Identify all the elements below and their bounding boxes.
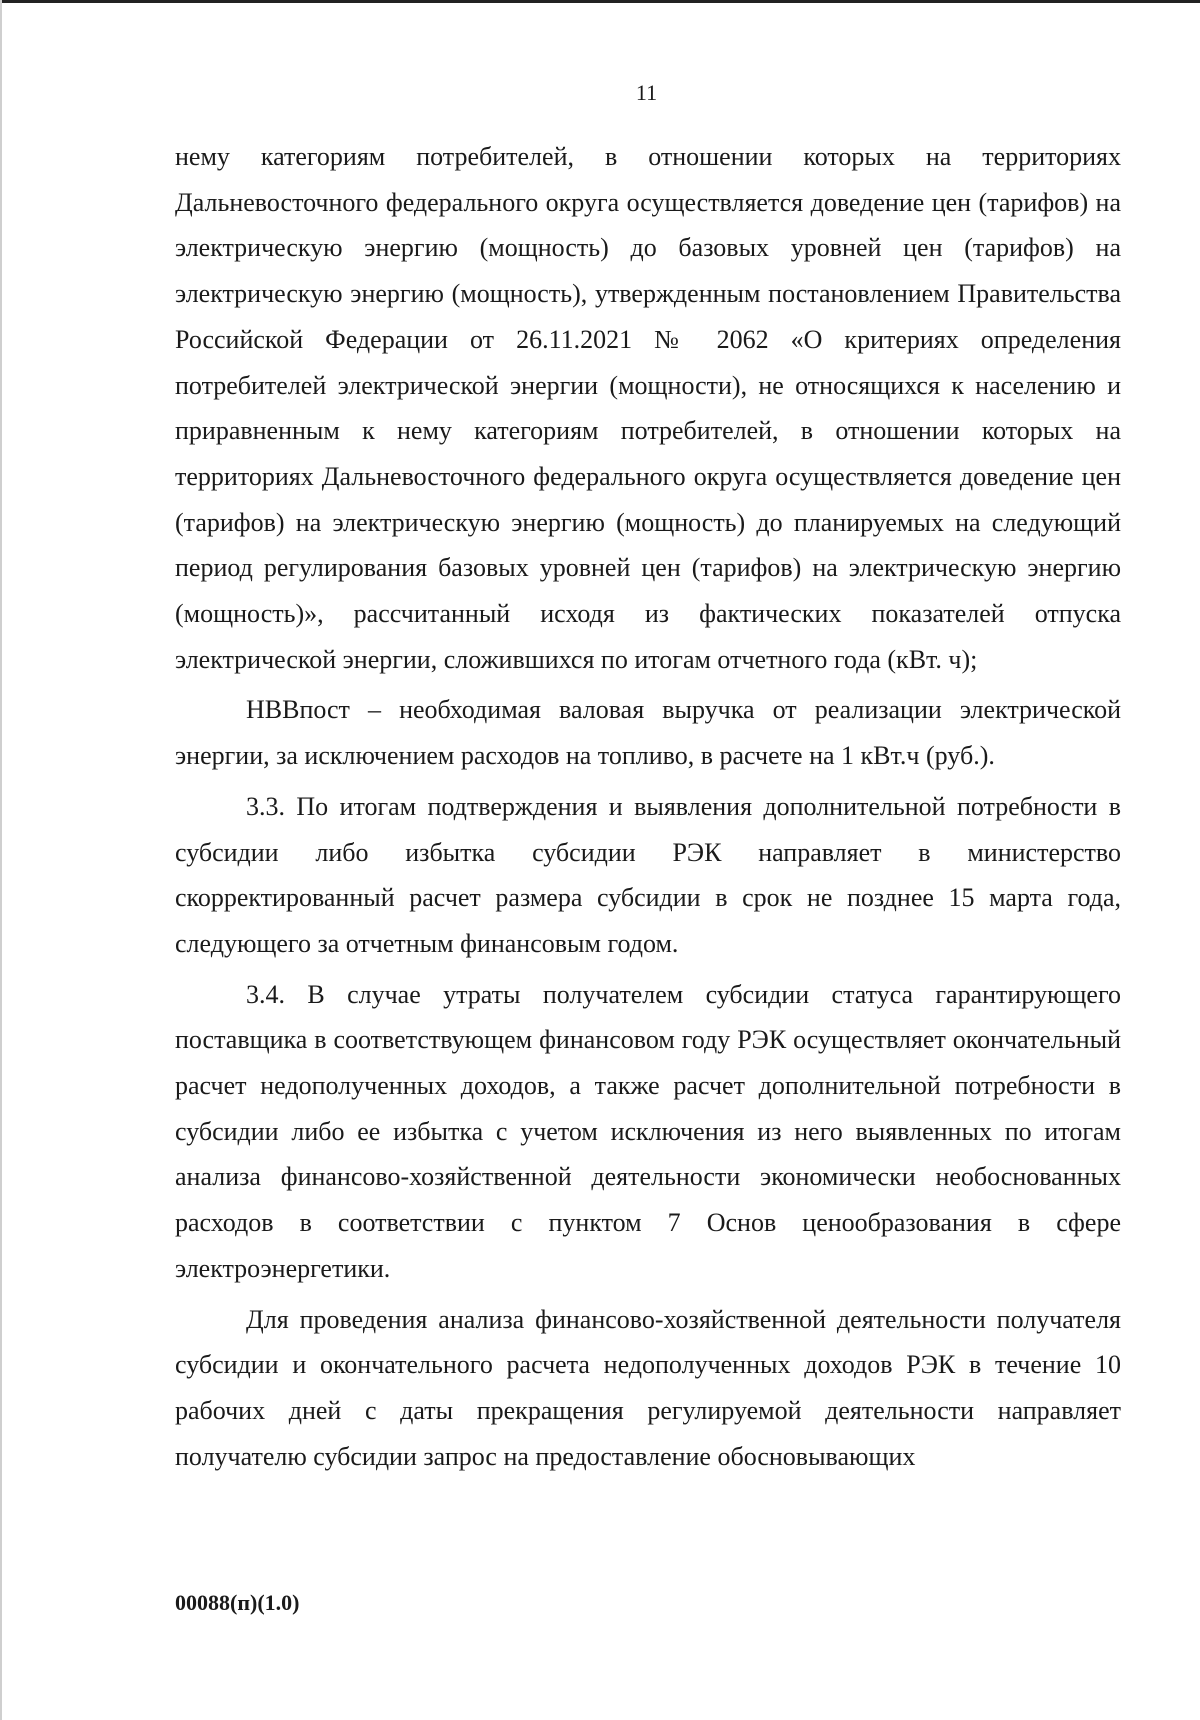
paragraph-3-4: 3.4. В случае утраты получателем субсидии статуса гарантирующего поставщика в соответствующем финансовом году РЭК осуществляет окончательный расчет недополученных доходов, а также расчет дополнительной потребности в субсидии либо ее избытка с учетом исключения из него выявленных по итогам анализа финансово-хозяйственной деятельности экономически необоснованных расходов в соответствии с пунктом 7 Основ ценообразования в сфере электроэнергетики. — [175, 979, 1121, 1283]
paragraph-continuation: нему категориям потребителей, в отношении которых на территориях Дальневосточного федерального округа осуществляется доведение цен (тарифов) на электрическую энергию (мощность) до базовых уровней цен (тарифов) на электрическую энергию (мощность), утвержденным постановлением Правительства Российской Федерации от 26.11.2021 № 2062 «О критериях определения потребителей электрической энергии (мощности), не относящихся к населению и приравненным к нему категориям потребителей, в отношении которых на территориях Дальневосточного федерального округа осуществляется доведение цен (тарифов) на электрическую энергию (мощность) до планируемых на следующий период регулирования базовых уровней цен (тарифов) на электрическую энергию (мощность)», рассчитанный исходя из фактических показателей отпуска электрической энергии, сложившихся по итогам отчетного года (кВт. ч); — [175, 142, 1121, 674]
page-number: 11 — [635, 80, 658, 105]
document-body — [175, 134, 1121, 1479]
paragraph-analysis: Для проведения анализа финансово-хозяйственной деятельности получателя субсидии и окончательного расчета недополученных доходов РЭК в течение 10 рабочих дней с даты прекращения регулируемой деятельности направляет получателю субсидии запрос на предоставление обосновывающих — [175, 1304, 1121, 1471]
paragraph-nvv-definition: НВВпост – необходимая валовая выручка от реализации электрической энергии, за исключением расходов на топливо, в расчете на 1 кВт.ч (руб.). — [175, 695, 1121, 771]
top-edge-line — [0, 0, 1200, 3]
paragraph-3-3: 3.3. По итогам подтверждения и выявления дополнительной потребности в субсидии либо избытка субсидии РЭК направляет в министерство скорректированный расчет размера субсидии в срок не позднее 15 марта года, следующего за отчетным финансовым годом. — [175, 791, 1121, 958]
left-edge-line — [0, 0, 2, 1720]
document-code: 00088(п)(1.0) — [175, 1590, 300, 1615]
